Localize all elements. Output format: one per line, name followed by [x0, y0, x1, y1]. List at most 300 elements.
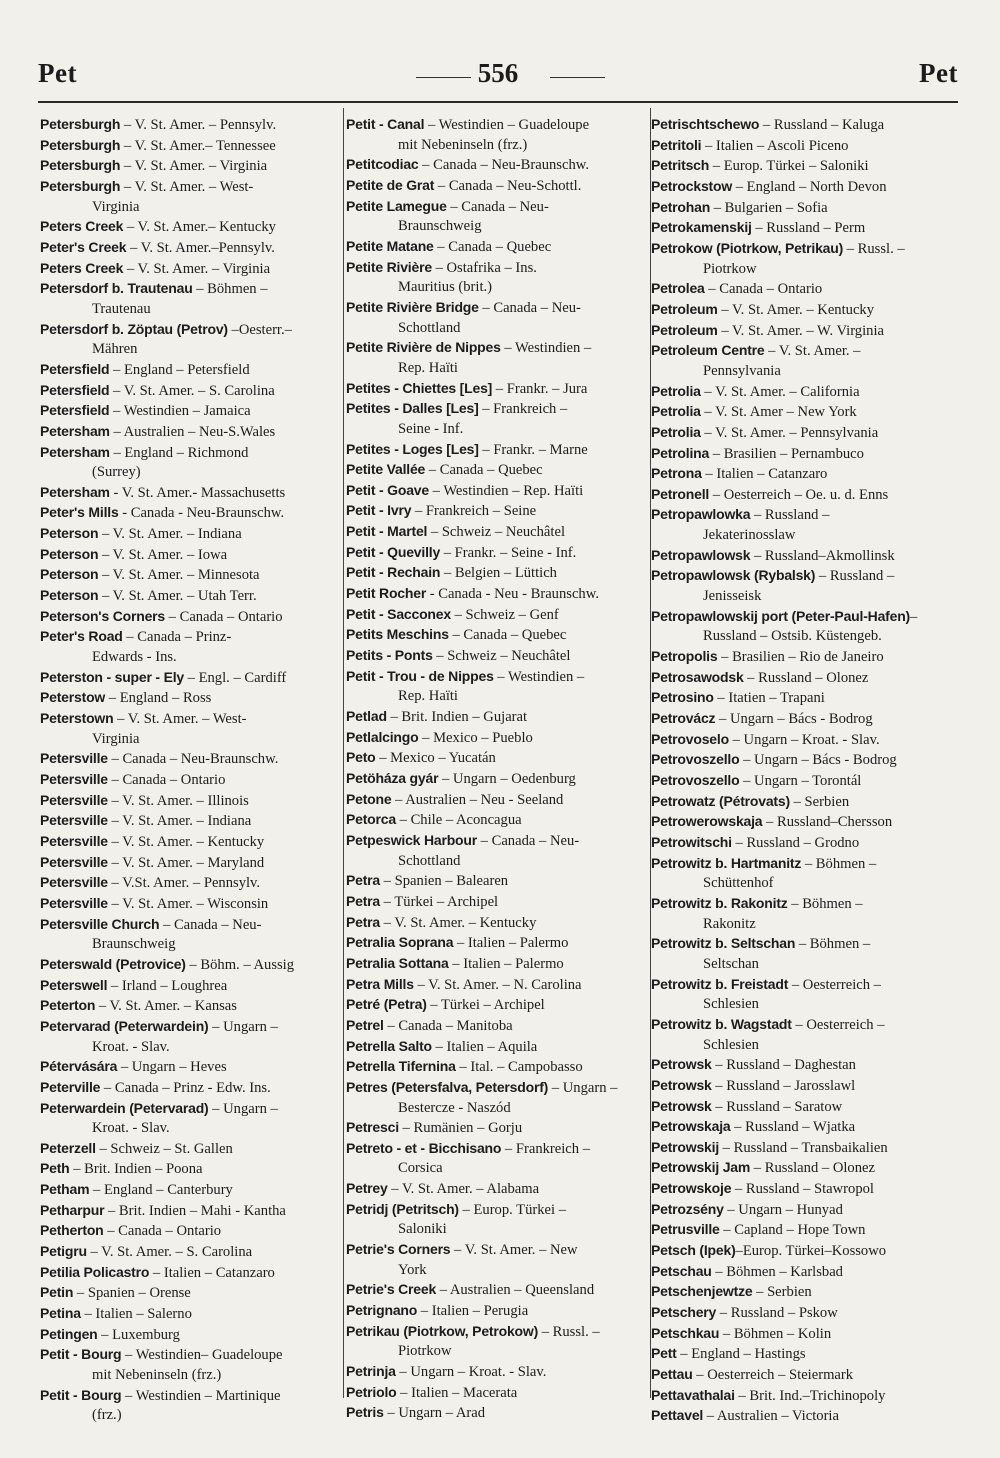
- place-location: – V. St. Amer. – Kentucky: [717, 301, 875, 318]
- place-name: Petersham: [40, 443, 110, 460]
- place-location: – Schweiz – Neuchâtel: [432, 648, 571, 665]
- column-1: [40, 115, 340, 1426]
- place-name: Petres (Petersfalva, Petersdorf): [346, 1078, 549, 1095]
- running-head-left: Pet: [38, 58, 77, 88]
- gazetteer-entry: [346, 667, 648, 688]
- gazetteer-entry: [651, 688, 961, 709]
- place-location: – Canada – Ontario: [704, 281, 823, 298]
- place-name: Petritoli: [651, 136, 702, 153]
- place-location: – Canada – Neu-: [478, 299, 581, 316]
- gazetteer-entry: [346, 440, 648, 461]
- gazetteer-entry: [651, 505, 961, 526]
- place-name: Petré (Petra): [346, 996, 427, 1013]
- gazetteer-entry: [651, 218, 961, 239]
- place-location: – Brasilien – Rio de Janeiro: [717, 649, 884, 666]
- place-location: – Chile – Aconcagua: [395, 812, 522, 829]
- gazetteer-entry: [40, 709, 340, 730]
- place-location: –: [910, 608, 918, 625]
- gazetteer-entry: [40, 853, 340, 874]
- gazetteer-entry: [40, 360, 340, 381]
- place-name: Petrowsk: [651, 1056, 712, 1073]
- gazetteer-entry: [40, 177, 340, 198]
- place-location: – Canada – Neu-Braunschw.: [107, 751, 279, 768]
- place-name: Petrowskij Jam: [651, 1159, 751, 1176]
- place-name: Petit - Goave: [346, 481, 429, 498]
- place-location: – Russland – Grodno: [731, 834, 860, 851]
- place-location: – Canada – Prinz-: [122, 629, 232, 646]
- entry-continuation: York: [398, 1261, 427, 1278]
- gazetteer-entry: [346, 1139, 648, 1160]
- gazetteer-entry: [651, 1200, 961, 1221]
- place-location: – Serbien: [752, 1284, 812, 1301]
- gazetteer-entry: [651, 975, 961, 996]
- place-name: Peterzell: [40, 1139, 96, 1156]
- place-location: – England – Richmond: [109, 444, 249, 461]
- gazetteer-entry: [346, 1037, 648, 1058]
- place-location: – V. St. Amer. –: [764, 343, 861, 360]
- gazetteer-entry: [651, 894, 961, 915]
- place-name: Petrowitz b. Rakonitz: [651, 894, 788, 911]
- place-location: – Europ. Türkei –: [458, 1201, 567, 1218]
- entry-continuation: Virginia: [92, 730, 140, 747]
- place-location: – Westindien –: [500, 340, 592, 357]
- gazetteer-entry: [651, 792, 961, 813]
- gazetteer-entry: [651, 750, 961, 771]
- place-location: – Russland – Perm: [751, 220, 866, 237]
- place-name: Petersville: [40, 791, 108, 808]
- place-location: - Canada - Neu - Braunschw.: [426, 586, 599, 603]
- place-location: – Italien – Catanzaro: [701, 466, 828, 483]
- gazetteer-entry: [40, 627, 340, 648]
- place-location: – V. St. Amer. – Pennsylvania: [700, 424, 879, 441]
- place-location: – Ungarn – Bács - Bodrog: [739, 752, 897, 769]
- place-location: – V. St. Amer.– Kentucky: [123, 219, 276, 236]
- gazetteer-entry: [40, 259, 340, 280]
- place-location: – Frankreich –: [501, 1140, 591, 1157]
- place-location: – Russland –: [750, 507, 830, 524]
- place-name: Petra: [346, 872, 381, 889]
- entry-continuation: (frz.): [92, 1407, 122, 1424]
- place-location: – Brit. Ind.–Trichinopoly: [734, 1387, 886, 1404]
- place-location: – Canada – Ontario: [165, 608, 283, 625]
- entry-continuation: Seine - Inf.: [398, 420, 464, 437]
- place-location: – Australien – Neu - Seeland: [391, 791, 564, 808]
- entry-continuation: Piotrkow: [703, 260, 757, 277]
- gazetteer-entry: [346, 155, 648, 176]
- place-location: – Europ. Türkei – Saloniki: [709, 158, 869, 175]
- entry-continuation: Virginia: [92, 198, 140, 215]
- place-location: – Canada – Neu-Schottl.: [434, 177, 582, 194]
- gazetteer-entry: [346, 522, 648, 543]
- place-name: Petersburgh: [40, 177, 121, 194]
- place-location: – England – North Devon: [732, 178, 887, 195]
- place-name: Petrolina: [651, 444, 710, 461]
- gazetteer-entry: [40, 443, 340, 464]
- place-name: Petites - Chiettes [Les]: [346, 379, 493, 396]
- gazetteer-entry: [346, 258, 648, 279]
- gazetteer-entry: [346, 995, 648, 1016]
- place-name: Petroleum: [651, 300, 718, 317]
- gazetteer-entry: [651, 1076, 961, 1097]
- gazetteer-entry: [346, 298, 648, 319]
- place-name: Petrowitschi: [651, 833, 732, 850]
- gazetteer-entry: [346, 625, 648, 646]
- place-location: – England – Ross: [105, 690, 212, 707]
- gazetteer-entry: [651, 668, 961, 689]
- place-location: – V. St. Amer. – Illinois: [107, 792, 249, 809]
- place-name: Petorca: [346, 811, 396, 828]
- gazetteer-entry: [651, 1158, 961, 1179]
- gazetteer-entry: [346, 379, 648, 400]
- place-name: Petralia Soprana: [346, 934, 454, 951]
- place-location: – V. St. Amer. – New: [450, 1242, 578, 1259]
- place-location: – Russland – Daghestan: [711, 1057, 856, 1074]
- gazetteer-entry: [40, 668, 340, 689]
- place-name: Petrowitz b. Seltschan: [651, 935, 796, 952]
- place-location: – V. St. Amer. – S. Carolina: [86, 1244, 253, 1261]
- gazetteer-entry: [40, 156, 340, 177]
- gazetteer-entry: [40, 607, 340, 628]
- place-location: – V. St. Amer. – Virginia: [123, 260, 271, 277]
- place-location: – England – Petersfield: [109, 361, 250, 378]
- place-name: Petrovoselo: [651, 730, 729, 747]
- gazetteer-entry: [346, 237, 648, 258]
- gazetteer-entry: [40, 1304, 340, 1325]
- gazetteer-entry: [40, 483, 340, 504]
- place-name: Petite de Grat: [346, 176, 435, 193]
- gazetteer-entry: [40, 545, 340, 566]
- place-name: Peterswald (Petrovice): [40, 955, 186, 972]
- place-name: Peterwardein (Petervarad): [40, 1099, 209, 1116]
- place-name: Petite Rivière Bridge: [346, 298, 479, 315]
- place-name: Petersdorf b. Trautenau: [40, 280, 193, 297]
- gazetteer-entry: [40, 524, 340, 545]
- column-divider: [343, 108, 344, 1398]
- place-name: Petrolia: [651, 382, 701, 399]
- running-head-right: Pet: [919, 58, 958, 88]
- place-location: –Oesterr.–: [227, 321, 292, 338]
- entry-continuation: Schlesien: [703, 1036, 759, 1053]
- place-location: – Ostafrika – Ins.: [431, 259, 537, 276]
- header-rule: [38, 101, 958, 103]
- place-name: Petriolo: [346, 1383, 397, 1400]
- gazetteer-entry: [346, 399, 648, 420]
- place-name: Petrosino: [651, 689, 714, 706]
- place-location: - V. St. Amer.- Massachusetts: [109, 484, 286, 501]
- place-location: – Italien – Aquila: [431, 1038, 538, 1055]
- place-name: Petrowitz b. Wagstadt: [651, 1015, 792, 1032]
- place-name: Petit - Quevilly: [346, 543, 441, 560]
- gazetteer-entry: [40, 873, 340, 894]
- place-location: – Westindien – Martinique: [121, 1387, 281, 1404]
- gazetteer-entry: [346, 1383, 648, 1404]
- place-name: Petra: [346, 892, 381, 909]
- gazetteer-entry: [651, 1015, 961, 1036]
- page-header: [38, 58, 958, 98]
- place-name: Petrowskaja: [651, 1118, 731, 1135]
- place-location: – Böhmen –: [795, 936, 871, 953]
- gazetteer-entry: [346, 1057, 648, 1078]
- gazetteer-entry: [40, 832, 340, 853]
- gazetteer-entry: [40, 422, 340, 443]
- place-name: Petrinja: [346, 1363, 396, 1380]
- gazetteer-entry: [651, 300, 961, 321]
- place-location: – V. St. Amer. – Wisconsin: [107, 895, 269, 912]
- place-name: Petite Rivière de Nippes: [346, 339, 501, 356]
- gazetteer-entry: [651, 1344, 961, 1365]
- entry-continuation: Rakonitz: [703, 915, 756, 932]
- place-name: Peters Creek: [40, 259, 124, 276]
- place-name: Petersville Church: [40, 915, 160, 932]
- place-name: Petrovácz: [651, 710, 716, 727]
- gazetteer-entry: [40, 996, 340, 1017]
- entry-continuation: Trautenau: [92, 300, 151, 317]
- place-name: Peterson: [40, 525, 99, 542]
- gazetteer-entry: [40, 1078, 340, 1099]
- place-location: – Ungarn – Hunyad: [723, 1201, 843, 1218]
- place-name: Peters Creek: [40, 218, 124, 235]
- place-location: – Russland–Akmollinsk: [750, 547, 895, 564]
- place-name: Peter's Creek: [40, 238, 127, 255]
- gazetteer-entry: [651, 730, 961, 751]
- gazetteer-entry: [40, 238, 340, 259]
- place-name: Petreto - et - Bicchisano: [346, 1139, 502, 1156]
- place-name: Petrowskoje: [651, 1180, 732, 1197]
- place-location: – V. St. Amer. – Kentucky: [107, 833, 265, 850]
- place-location: – V. St. Amer. – Maryland: [107, 854, 265, 871]
- place-name: Petrischtschewo: [651, 116, 760, 132]
- place-name: Petschau: [651, 1262, 712, 1279]
- gazetteer-entry: [40, 1345, 340, 1366]
- entry-continuation: Braunschweig: [92, 936, 176, 953]
- gazetteer-entry: [346, 115, 648, 136]
- place-name: Petritsch: [651, 157, 710, 174]
- place-location: – Westindien– Guadeloupe: [121, 1347, 283, 1364]
- gazetteer-entry: [346, 1016, 648, 1037]
- gazetteer-entry: [651, 1055, 961, 1076]
- place-location: – V. St. Amer. – Utah Terr.: [98, 588, 257, 605]
- place-name: Peterson's Corners: [40, 607, 165, 624]
- place-name: Petresci: [346, 1119, 399, 1136]
- gazetteer-entry: [651, 1117, 961, 1138]
- place-location: – Italien – Ascoli Piceno: [701, 137, 849, 154]
- gazetteer-entry: [346, 975, 648, 996]
- place-location: – Rumänien – Gorju: [398, 1120, 523, 1137]
- place-name: Petigru: [40, 1243, 87, 1260]
- place-name: Peterswell: [40, 976, 108, 993]
- entry-continuation: Mauritius (brit.): [398, 279, 493, 296]
- gazetteer-entry: [346, 1280, 648, 1301]
- place-name: Petridj (Petritsch): [346, 1200, 459, 1217]
- gazetteer-entry: [40, 1159, 340, 1180]
- entry-continuation: Seltschan: [703, 955, 759, 972]
- place-location: – Russland – Jarosslawl: [711, 1077, 856, 1094]
- place-location: – Bulgarien – Sofia: [710, 199, 828, 216]
- place-location: – Italien – Perugia: [417, 1303, 529, 1320]
- place-name: Petit - Canal: [346, 116, 425, 132]
- place-name: Petrowatz (Pétrovats): [651, 792, 790, 809]
- place-name: Petroleum: [651, 321, 718, 338]
- entry-continuation: Schottland: [398, 319, 461, 336]
- gazetteer-entry: [651, 321, 961, 342]
- gazetteer-entry: [346, 1200, 648, 1221]
- place-location: – V. St. Amer. – Iowa: [98, 546, 228, 563]
- gazetteer-entry: [651, 1303, 961, 1324]
- place-name: Petersville: [40, 832, 108, 849]
- gazetteer-entry: [40, 1099, 340, 1120]
- place-name: Petrolea: [651, 280, 705, 297]
- place-name: Petite Vallée: [346, 461, 426, 478]
- place-location: – Ungarn –: [208, 1018, 278, 1035]
- place-name: Petits Meschins: [346, 626, 449, 643]
- place-name: Petrowskij: [651, 1138, 720, 1155]
- gazetteer-entry: [40, 503, 340, 524]
- place-name: Petit - Ivry: [346, 502, 412, 519]
- place-name: Petites - Loges [Les]: [346, 440, 479, 457]
- place-name: Petrovoszello: [651, 751, 740, 768]
- place-name: Petrowerowskaja: [651, 813, 763, 830]
- place-location: – Frankreich – Seine: [411, 503, 537, 520]
- place-name: Petrona: [651, 465, 702, 482]
- gazetteer-entry: [346, 543, 648, 564]
- gazetteer-entry: [651, 546, 961, 567]
- place-location: – Canada – Manitoba: [383, 1017, 513, 1034]
- place-name: Petites - Dalles [Les]: [346, 400, 479, 417]
- place-name: Peterville: [40, 1078, 101, 1095]
- place-name: Petit - Sacconex: [346, 605, 451, 622]
- place-name: Petersville: [40, 853, 108, 870]
- place-location: – Serbien: [789, 793, 850, 810]
- place-name: Petersdorf b. Zöptau (Petrov): [40, 320, 228, 337]
- place-location: – Russland –: [815, 568, 895, 585]
- place-location: – Schweiz – Neuchâtel: [427, 524, 565, 541]
- place-location: – Luxemburg: [97, 1326, 180, 1343]
- place-location: – V. St. Amer. – Pennsylv.: [120, 117, 277, 133]
- place-location: – Ungarn – Heves: [117, 1059, 227, 1076]
- gazetteer-entry: [40, 1221, 340, 1242]
- place-name: Petrozsény: [651, 1200, 724, 1217]
- gazetteer-entry: [651, 1241, 961, 1262]
- gazetteer-entry: [651, 239, 961, 260]
- gazetteer-entry: [40, 320, 340, 341]
- place-name: Petits - Ponts: [346, 647, 433, 664]
- gazetteer-entry: [40, 811, 340, 832]
- gazetteer-entry: [40, 1263, 340, 1284]
- place-name: Petersville: [40, 771, 108, 787]
- place-location: – Böhmen –: [801, 855, 877, 872]
- place-location: – Frankr. – Marne: [478, 441, 588, 458]
- place-name: Petrokamenskij: [651, 219, 752, 236]
- entry-continuation: mit Nebeninseln (frz.): [92, 1367, 222, 1384]
- place-location: – Oesterreich – Steiermark: [692, 1367, 854, 1384]
- place-location: – Spanien – Balearen: [380, 873, 509, 890]
- place-location: – Mexico – Pueblo: [418, 729, 533, 746]
- place-location: – Frankr. – Jura: [492, 380, 588, 397]
- place-location: – Ungarn –: [208, 1100, 278, 1117]
- place-name: Peterson: [40, 545, 99, 562]
- gazetteer-entry: [346, 563, 648, 584]
- gazetteer-entry: [346, 1362, 648, 1383]
- place-name: Petschery: [651, 1304, 717, 1321]
- gazetteer-entry: [651, 198, 961, 219]
- gazetteer-entry: [651, 1097, 961, 1118]
- place-location: – Brit. Indien – Mahi - Kantha: [104, 1202, 286, 1219]
- place-name: Petropolis: [651, 648, 718, 665]
- place-location: – Ungarn –: [548, 1079, 618, 1096]
- place-location: – V. St. Amer. – West-: [113, 711, 247, 728]
- gazetteer-entry: [40, 894, 340, 915]
- gazetteer-entry: [346, 954, 648, 975]
- place-name: Petit - Martel: [346, 523, 428, 540]
- place-name: Petit - Bourg: [40, 1346, 122, 1363]
- gazetteer-entry: [651, 607, 961, 628]
- place-name: Petit - Bourg: [40, 1386, 122, 1403]
- gazetteer-entry: [346, 1403, 648, 1424]
- entry-continuation: Bestercze - Naszód: [398, 1099, 511, 1116]
- gazetteer-entry: [651, 1386, 961, 1407]
- gazetteer-entry: [40, 1057, 340, 1078]
- gazetteer-entry: [346, 913, 648, 934]
- gazetteer-entry: [346, 769, 648, 790]
- place-location: – Frankreich –: [478, 401, 568, 418]
- gazetteer-entry: [346, 1118, 648, 1139]
- place-location: –Europ. Türkei–Kossowo: [735, 1243, 887, 1260]
- place-location: – Canada – Neu-: [477, 832, 580, 849]
- gazetteer-entry: [651, 177, 961, 198]
- place-location: – V. St. Amer. – West-: [120, 178, 254, 195]
- place-location: – V. St. Amer. – Indiana: [98, 526, 242, 543]
- place-name: Petit - Rechain: [346, 564, 441, 581]
- gazetteer-entry: [651, 382, 961, 403]
- place-location: – V. St. Amer. – N. Carolina: [413, 976, 582, 993]
- place-name: Petlalcingo: [346, 728, 419, 745]
- place-name: Petrel: [346, 1016, 384, 1033]
- gazetteer-entry: [346, 605, 648, 626]
- place-name: Petham: [40, 1181, 90, 1198]
- entry-continuation: Edwards - Ins.: [92, 649, 177, 666]
- page-number: 556: [477, 58, 519, 88]
- place-name: Pettavathalai: [651, 1386, 735, 1403]
- gazetteer-entry: [346, 933, 648, 954]
- place-name: Petrovoszello: [651, 772, 740, 788]
- column-2: [346, 115, 648, 1424]
- place-location: – Canada – Neu-: [446, 198, 549, 215]
- entry-continuation: Kroat. - Slav.: [92, 1120, 170, 1137]
- place-location: – Oesterreich –: [791, 1016, 885, 1033]
- place-name: Petersville: [40, 874, 108, 891]
- place-name: Pettavel: [651, 1407, 704, 1424]
- gazetteer-entry: [346, 1301, 648, 1322]
- gazetteer-entry: [651, 423, 961, 444]
- entry-continuation: Pennsylvania: [703, 362, 781, 379]
- place-location: – Russland – Olonez: [750, 1160, 875, 1177]
- gazetteer-entry: [40, 217, 340, 238]
- gazetteer-entry: [40, 586, 340, 607]
- gazetteer-entry: [651, 341, 961, 362]
- place-location: – Italien – Catanzaro: [149, 1264, 275, 1281]
- gazetteer-entry: [651, 1138, 961, 1159]
- gazetteer-entry: [346, 1240, 648, 1261]
- gazetteer-entry: [346, 176, 648, 197]
- place-name: Petrohan: [651, 198, 711, 215]
- entry-continuation: Kroat. - Slav.: [92, 1038, 170, 1055]
- place-name: Petrusville: [651, 1221, 720, 1238]
- place-location: – Itatien – Trapani: [713, 690, 825, 707]
- place-location: – Brit. Indien – Poona: [69, 1161, 203, 1178]
- gazetteer-entry: [346, 892, 648, 913]
- place-name: Petilia Policastro: [40, 1263, 150, 1280]
- place-location: – V. St. Amer. – S. Carolina: [109, 382, 275, 399]
